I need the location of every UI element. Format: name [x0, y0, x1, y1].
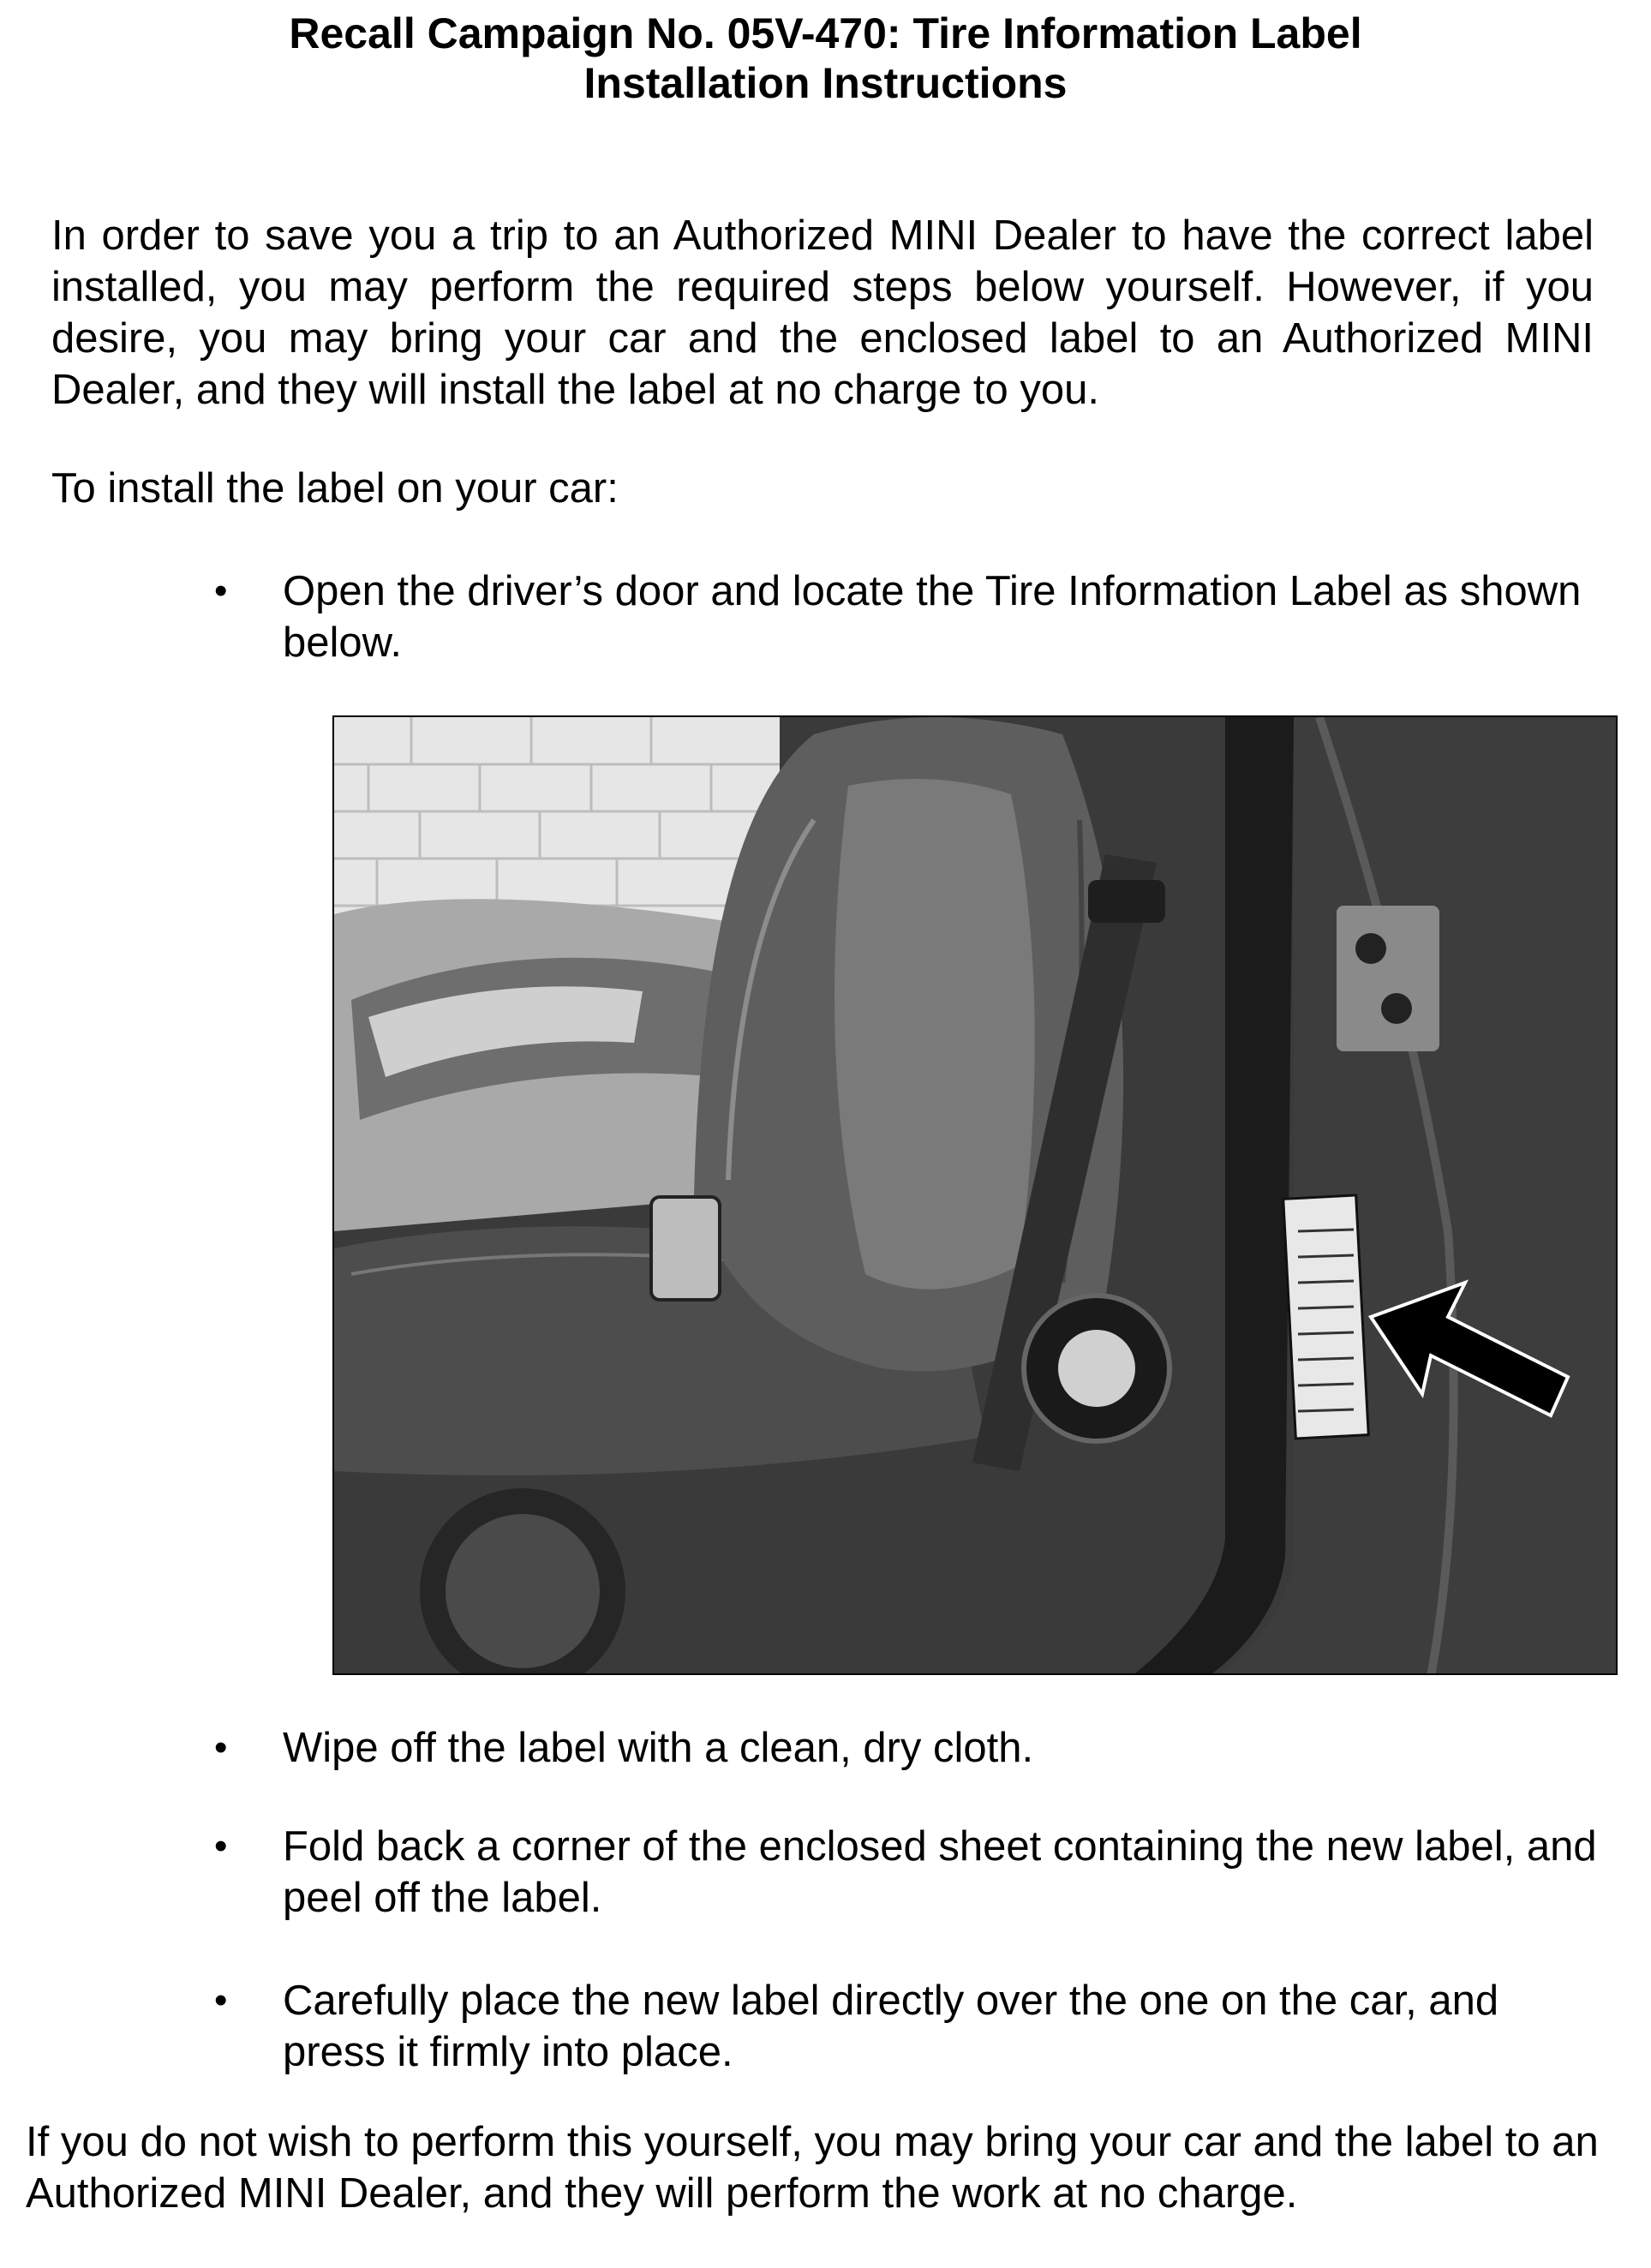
closing-paragraph: If you do not wish to perform this yourself, you may bring your car and the label to an Authorized MINI Dealer, and they will perform the work at no charge.	[26, 2119, 1599, 2217]
lead-sentence: To install the label on your car:	[51, 465, 619, 512]
intro-paragraph: In order to save you a trip to an Authorized MINI Dealer to have the correct label installed, you may perform the required steps below yourself. However, if you desire, you may bring your car and the enclosed label to an Authorized MINI Dealer, and they will install the label at no charge to you.	[51, 212, 1594, 413]
bullet-icon: •	[214, 570, 228, 612]
door-jamb-photo	[332, 715, 1618, 1675]
bullet-icon: •	[214, 1979, 228, 2021]
document-title	[0, 9, 1651, 108]
bullet-icon: •	[214, 1825, 228, 1867]
door-jamb-photo-graphic	[334, 717, 1618, 1675]
title-line-1: Recall Campaign No. 05V-470: Tire Information Label	[289, 9, 1362, 57]
bullet-icon: •	[214, 1726, 228, 1768]
step-text: Wipe off the label with a clean, dry cloth.	[283, 1725, 1034, 1771]
step-text: Fold back a corner of the enclosed sheet containing the new label, and peel off the label.	[283, 1823, 1597, 1921]
step-text: Carefully place the new label directly over the one on the car, and press it firmly into place.	[283, 1978, 1499, 2075]
step-text: Open the driver’s door and locate the Tire Information Label as shown below.	[283, 568, 1582, 666]
title-line-2: Installation Instructions	[583, 59, 1068, 107]
